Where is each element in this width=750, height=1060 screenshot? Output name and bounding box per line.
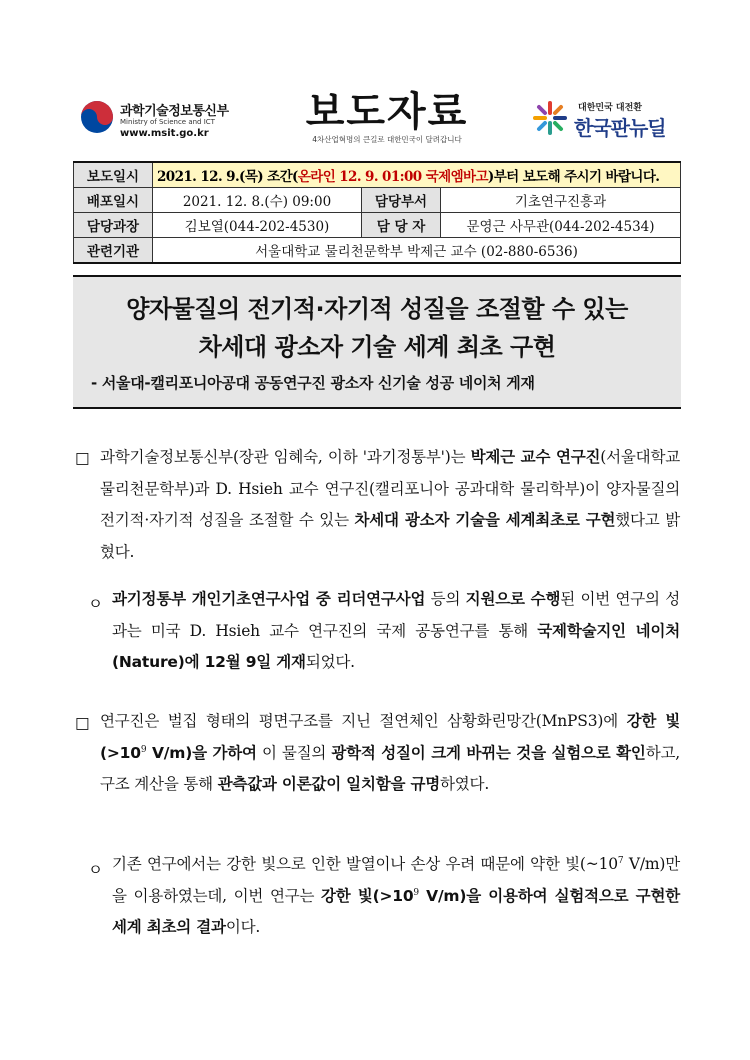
headline-box — [73, 275, 681, 409]
starburst-icon — [532, 100, 568, 136]
p4-text: 기존 연구에서는 강한 빛으로 인한 발열이나 손상 우려 때문에 약한 빛(~10 — [112, 855, 618, 873]
p3-bold: 관측값과 이론값이 일치함을 규명 — [217, 775, 441, 793]
ministry-url: www.msit.go.kr — [120, 128, 209, 139]
paragraph-1 — [100, 442, 680, 568]
p4-bold: 강한 빛(>10 — [321, 886, 414, 905]
p2-text: 된 이번 연구의 성과는 미국 D. Hsieh 교수 연구진의 국제 공동연구를 통해 — [112, 590, 680, 640]
p3-text: 하였다. — [440, 775, 490, 793]
manager-row — [74, 213, 681, 238]
related-value: 서울대학교 물리천문학부 박제근 교수 (02-880-6536) — [153, 238, 681, 264]
ministry-logo — [80, 94, 290, 150]
embargo-pre: 2021. 12. 9.(목) 조간( — [157, 169, 298, 185]
p4-exponent: 7 — [617, 855, 624, 866]
paragraph-4 — [112, 849, 680, 944]
embargo-label: 보도일시 — [74, 162, 153, 188]
headline-line-1: 양자물질의 전기적·자기적 성질을 조절할 수 있는 — [126, 295, 628, 323]
p2-bold: 과기정통부 개인기초연구사업 중 리더연구사업 — [112, 590, 426, 608]
p1-text: (서울대학교 물리천문학부)과 D. Hsieh 교수 연구진(캘리포니아 공과대학 물리학부)이 양자물질의 전기적·자기적 성질을 조절할 수 있는 — [100, 448, 680, 529]
headline-line-2: 차세대 광소자 기술 세계 최초 구현 — [198, 333, 556, 361]
p4-exponent: 9 — [413, 887, 419, 898]
ministry-english-name: Ministry of Science and ICT — [120, 118, 215, 126]
manager-label: 담당과장 — [74, 213, 153, 238]
p1-bold: 차세대 광소자 기술을 세계최초로 구현 — [354, 511, 616, 529]
p1-bold: 박제근 교수 연구진 — [470, 448, 601, 466]
related-row — [74, 238, 681, 264]
department-label: 담당부서 — [362, 188, 441, 213]
p2-text: 되었다. — [305, 653, 355, 671]
header — [70, 88, 680, 158]
p3-bold: 광학적 성질이 크게 바뀌는 것을 실험으로 확인 — [331, 743, 646, 762]
p3-text: 하고, 구조 계산을 통해 — [100, 743, 680, 793]
korean-new-deal-logo — [532, 96, 680, 144]
p3-bold: 강한 빛(>10 — [100, 712, 681, 762]
paragraph-3 — [100, 706, 680, 801]
document-title: 보도자료 — [305, 89, 469, 135]
p1-text: 했다고 밝혔다. — [100, 511, 680, 561]
taegeuk-emblem-icon — [80, 100, 114, 134]
p3-bold: V/m)을 가하여 — [146, 743, 257, 762]
release-info-table — [73, 161, 681, 264]
p2-bold: 국제학술지인 네이처(Nature)에 12월 9일 게재 — [112, 621, 680, 671]
document-subtitle: 4차산업혁명의 큰길로 대한민국이 달려갑니다 — [312, 135, 462, 144]
distribution-label: 배포일시 — [74, 188, 153, 213]
paragraph-2 — [112, 584, 680, 679]
paragraph-3-marker: □ — [75, 714, 90, 732]
embargo-row — [74, 162, 681, 188]
new-deal-name: 한국판뉴딜 — [574, 116, 666, 140]
related-label: 관련기관 — [74, 238, 153, 264]
p3-exponent: 9 — [140, 744, 147, 755]
p3-text: 이 물질의 — [256, 743, 332, 762]
embargo-online: 온라인 12. 9. 01:00 국제엠바고 — [297, 169, 488, 185]
p2-bold: 지원으로 수행 — [465, 590, 561, 608]
p2-text: 등의 — [425, 590, 466, 608]
p4-bold: V/m)을 이용하여 실험적으로 구현한 세계 최초의 결과 — [112, 886, 680, 936]
department-value: 기초연구진흥과 — [441, 188, 681, 213]
manager-value: 김보열(044-202-4530) — [153, 213, 362, 238]
p3-text: 연구진은 벌집 형태의 평면구조를 지닌 절연체인 삼황화린망간(MnPS3)에 — [100, 712, 627, 730]
paragraph-4-marker: ㅇ — [88, 861, 103, 879]
new-deal-tagline: 대한민국 대전환 — [578, 103, 642, 113]
embargo-value — [153, 162, 681, 188]
p4-text: V/m)만을 이용하였는데, 이번 연구는 — [112, 855, 680, 905]
paragraph-2-marker: ㅇ — [88, 595, 103, 613]
contact-label: 담 당 자 — [362, 213, 441, 238]
embargo-post: )부터 보도해 주시기 바랍니다. — [487, 169, 660, 185]
ministry-name: 과학기술정보통신부 — [120, 104, 229, 119]
contact-value: 문영근 사무관(044-202-4534) — [441, 213, 681, 238]
paragraph-1-marker: □ — [75, 449, 90, 467]
title-block — [302, 88, 472, 145]
headline-subtitle: - 서울대-캘리포니아공대 공동연구진 광소자 신기술 성공 네이처 게재 — [91, 374, 535, 392]
distribution-row — [74, 188, 681, 213]
p4-text: 이다. — [225, 918, 261, 936]
p1-text: 과학기술정보통신부(장관 임혜숙, 이하 '과기정통부')는 — [100, 448, 471, 466]
distribution-value: 2021. 12. 8.(수) 09:00 — [153, 188, 362, 213]
